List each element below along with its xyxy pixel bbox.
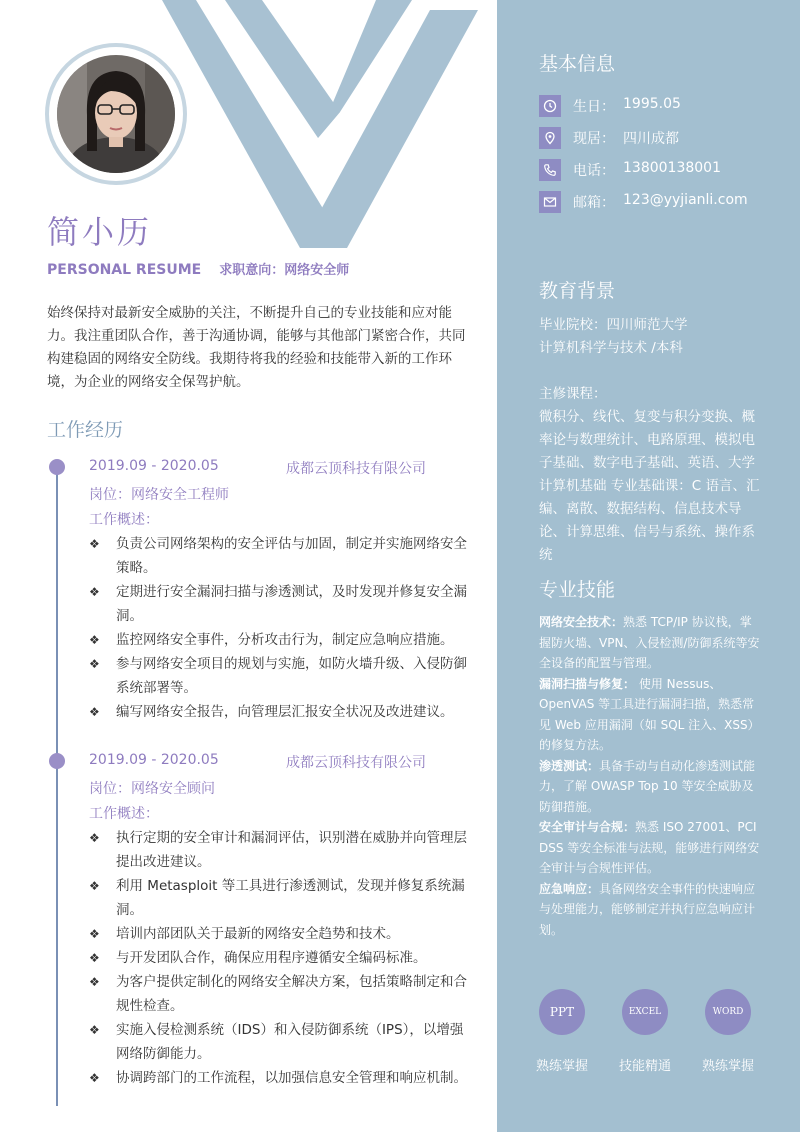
personal-resume-label: PERSONAL RESUME <box>47 262 202 278</box>
candidate-name: 简小历 <box>47 213 153 251</box>
skills-list <box>539 612 761 940</box>
job-position: 岗位：网络安全工程师 <box>89 487 229 503</box>
info-value: 1995.05 <box>623 96 681 112</box>
education-title: 教育背景 <box>539 280 616 302</box>
job-company: 成都云顶科技有限公司 <box>286 461 426 477</box>
timeline-dot <box>49 753 65 769</box>
duty-item: ❖ 参与网络安全项目的规划与实施，如防火墙升级、入侵防御系统部署等。 <box>89 652 469 700</box>
work-experience-title: 工作经历 <box>47 419 124 441</box>
job-overview-label: 工作概述： <box>89 512 159 528</box>
basic-info-title: 基本信息 <box>539 53 616 75</box>
excel-badge: EXCEL <box>622 989 668 1035</box>
duty-item: ❖ 为客户提供定制化的网络安全解决方案，包括策略制定和合规性检查。 <box>89 970 469 1018</box>
duty-item: ❖ 监控网络安全事件，分析攻击行为，制定应急响应措施。 <box>89 628 469 652</box>
job-duties <box>89 826 469 1090</box>
job-company: 成都云顶科技有限公司 <box>286 755 426 771</box>
duty-item: ❖ 定期进行安全漏洞扫描与渗透测试，及时发现并修复安全漏洞。 <box>89 580 469 628</box>
mail-icon <box>539 191 561 213</box>
duty-item: ❖ 编写网络安全报告，向管理层汇报安全状况及改进建议。 <box>89 700 469 724</box>
duty-item: ❖ 协调跨部门的工作流程，以加强信息安全管理和响应机制。 <box>89 1066 469 1090</box>
job-intent: 求职意向：网络安全师 <box>219 263 350 278</box>
info-value: 13800138001 <box>623 160 721 176</box>
timeline-line <box>56 466 58 1106</box>
duty-item: ❖ 负责公司网络架构的安全评估与加固，制定并实施网络安全策略。 <box>89 532 469 580</box>
duty-item: ❖ 与开发团队合作，确保应用程序遵循安全编码标准。 <box>89 946 469 970</box>
job-duties <box>89 532 469 724</box>
word-level: 熟练掌握 <box>701 1059 754 1074</box>
skill-item: 安全审计与合规：熟悉 ISO 27001、PCI DSS 等安全标准与法规，能够进行网络安全审计与合规性评估。 <box>539 820 760 875</box>
courses-list: 微积分、线代、复变与积分变换、概率论与数理统计、电路原理、模拟电子基础、数字电子基础、英语、大学计算机基础 专业基础课：C 语言、汇编、离散、数据结构、信息技术导论、计算思维、信号与系统、操作系统 <box>539 409 760 563</box>
subtitle <box>47 259 349 278</box>
phone-icon <box>539 159 561 181</box>
ppt-level: 熟练掌握 <box>535 1059 588 1074</box>
info-label: 邮箱： <box>573 195 615 211</box>
skill-item: 网络安全技术：熟悉 TCP/IP 协议栈，掌握防火墙、VPN、入侵检测/防御系统等安全设备的配置与管理。 <box>539 615 760 670</box>
courses-label: 主修课程： <box>539 386 607 402</box>
info-label: 生日： <box>573 99 615 115</box>
skill-item: 应急响应：具备网络安全事件的快速响应与处理能力，能够制定并执行应急响应计划。 <box>539 881 756 937</box>
bullet-diamond-icon: ❖ <box>89 657 100 671</box>
bullet-diamond-icon: ❖ <box>89 1023 100 1037</box>
bullet-diamond-icon: ❖ <box>89 537 100 551</box>
info-value: 123@yyjianli.com <box>623 192 748 208</box>
bullet-diamond-icon: ❖ <box>89 927 100 941</box>
duty-item: ❖ 利用 Metasploit 等工具进行渗透测试，发现并修复系统漏洞。 <box>89 874 469 922</box>
info-label: 电话： <box>573 163 615 179</box>
duty-item: ❖ 实施入侵检测系统（IDS）和入侵防御系统（IPS），以增强网络防御能力。 <box>89 1018 469 1066</box>
self-introduction: 始终保持对最新安全威胁的关注，不断提升自己的专业技能和应对能力。我注重团队合作，善于沟通协调，能够与其他部门紧密合作，共同构建稳固的网络安全防线。我期待将我的经验和技能带入新的工作环境，为企业的网络安全保驾护航。 <box>47 305 466 390</box>
skill-item: 漏洞扫描与修复： 使用 Nessus、OpenVAS 等工具进行漏洞扫描，熟悉常见 Web 应用漏洞（如 SQL 注入、XSS）的修复方法。 <box>539 676 760 752</box>
bullet-diamond-icon: ❖ <box>89 705 100 719</box>
bullet-diamond-icon: ❖ <box>89 831 100 845</box>
job-period: 2019.09 - 2020.05 <box>89 458 219 474</box>
skills-title: 专业技能 <box>539 579 616 601</box>
education-school: 毕业院校：四川师范大学 <box>539 317 688 333</box>
location-icon <box>539 127 561 149</box>
clock-icon <box>539 95 561 117</box>
skill-item: 渗透测试：具备手动与自动化渗透测试能力，了解 OWASP Top 10 等安全威胁及防御措施。 <box>539 758 756 814</box>
bullet-diamond-icon: ❖ <box>89 633 100 647</box>
info-value: 四川成都 <box>623 131 679 147</box>
bullet-diamond-icon: ❖ <box>89 879 100 893</box>
right-column <box>497 0 800 1132</box>
avatar <box>57 55 175 173</box>
education-major: 计算机科学与技术 /本科 <box>539 340 683 356</box>
bullet-diamond-icon: ❖ <box>89 585 100 599</box>
timeline-dot <box>49 459 65 475</box>
excel-level: 技能精通 <box>618 1059 671 1074</box>
duty-item: ❖ 培训内部团队关于最新的网络安全趋势和技术。 <box>89 922 469 946</box>
duty-item: ❖ 执行定期的安全审计和漏洞评估，识别潜在威胁并向管理层提出改进建议。 <box>89 826 469 874</box>
bullet-diamond-icon: ❖ <box>89 975 100 989</box>
job-position: 岗位：网络安全顾问 <box>89 781 215 797</box>
job-period: 2019.09 - 2020.05 <box>89 752 219 768</box>
bullet-diamond-icon: ❖ <box>89 1071 100 1085</box>
info-label: 现居： <box>573 131 615 147</box>
bullet-diamond-icon: ❖ <box>89 951 100 965</box>
word-badge: WORD <box>705 989 751 1035</box>
ppt-badge: PPT <box>539 989 585 1035</box>
job-overview-label: 工作概述： <box>89 806 159 822</box>
